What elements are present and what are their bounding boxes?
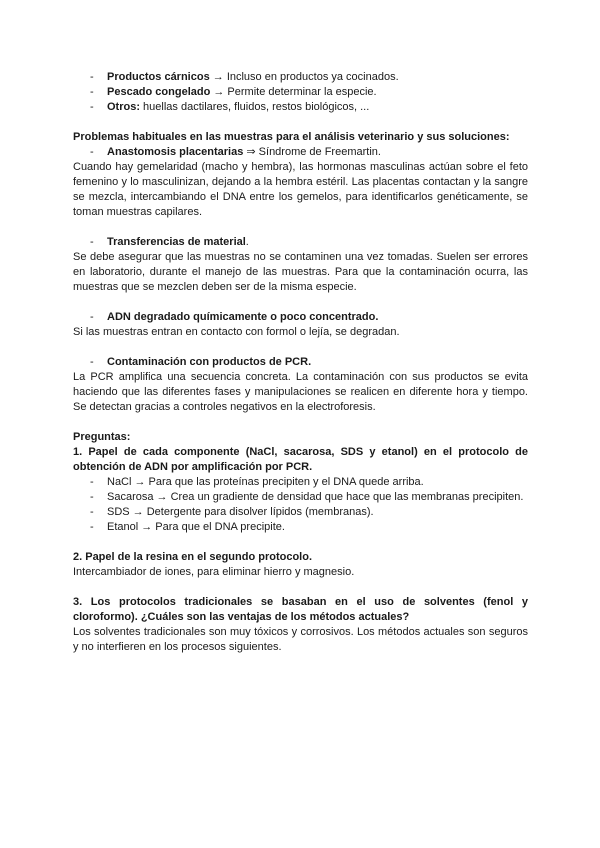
answer-2: Intercambiador de iones, para eliminar hierro y magnesio. [73,566,355,578]
list-item: - Otros: huellas dactilares, fluidos, restos biológicos, ... [73,100,528,115]
list-item: - Pescado congelado → Permite determinar la especie. [73,85,528,100]
question-2: 2. Papel de la resina en el segundo protocolo. [73,551,313,563]
sample-types-list [73,70,528,115]
document-body [73,70,528,655]
question-1-answers [73,475,528,535]
problem-item: - Contaminación con productos de PCR. [73,355,528,370]
problem-item: - Anastomosis placentarias ⇒ Síndrome de Freemartin. [73,145,528,160]
answer-3: Los solventes tradicionales son muy tóxicos y corrosivos. Los métodos actuales son seguros y no interfieren en los procesos siguientes. [73,626,528,653]
paragraph: La PCR amplifica una secuencia concreta. La contaminación con sus productos se evita haciendo que las diferentes fases y manipulaciones se realicen en diferente hora y tiempo. Se detectan gracias a controles negativos en la electroforesis. [73,371,528,413]
questions-heading: Preguntas: [73,431,131,443]
problem-item: - Transferencias de material. [73,235,528,250]
problem-item: - ADN degradado químicamente o poco concentrado. [73,310,528,325]
problems-heading: Problemas habituales en las muestras para el análisis veterinario y sus soluciones: [73,131,510,143]
list-item: - Productos cárnicos → Incluso en productos ya cocinados. [73,70,528,85]
list-item: - Sacarosa → Crea un gradiente de densidad que hace que las membranas precipiten. [73,490,528,505]
list-item: - Etanol → Para que el DNA precipite. [73,520,528,535]
question-1: 1. Papel de cada componente (NaCl, sacarosa, SDS y etanol) en el protocolo de obtención de ADN por amplificación por PCR. [73,446,528,473]
paragraph: Si las muestras entran en contacto con formol o lejía, se degradan. [73,326,400,338]
paragraph: Se debe asegurar que las muestras no se contaminen una vez tomadas. Suelen ser errores en laboratorio, durante el manejo de las muestras. Para que la contaminación ocurra, las muestras que se mezclen deben ser de la misma especie. [73,251,528,293]
question-3: 3. Los protocolos tradicionales se basaban en el uso de solventes (fenol y cloroformo). ¿Cuáles son las ventajas de los métodos actuales? [73,596,528,623]
list-item: - NaCl → Para que las proteínas precipiten y el DNA quede arriba. [73,475,528,490]
list-item: - SDS → Detergente para disolver lípidos (membranas). [73,505,528,520]
paragraph: Cuando hay gemelaridad (macho y hembra), las hormonas masculinas actúan sobre el feto femenino y lo masculinizan, dejando a la hembra estéril. Las placentas contactan y la sangre se mezcla, intercambiando el DNA entre los gemelos, para identificarlos genéticamente, se toman muestras capilares. [73,161,528,218]
